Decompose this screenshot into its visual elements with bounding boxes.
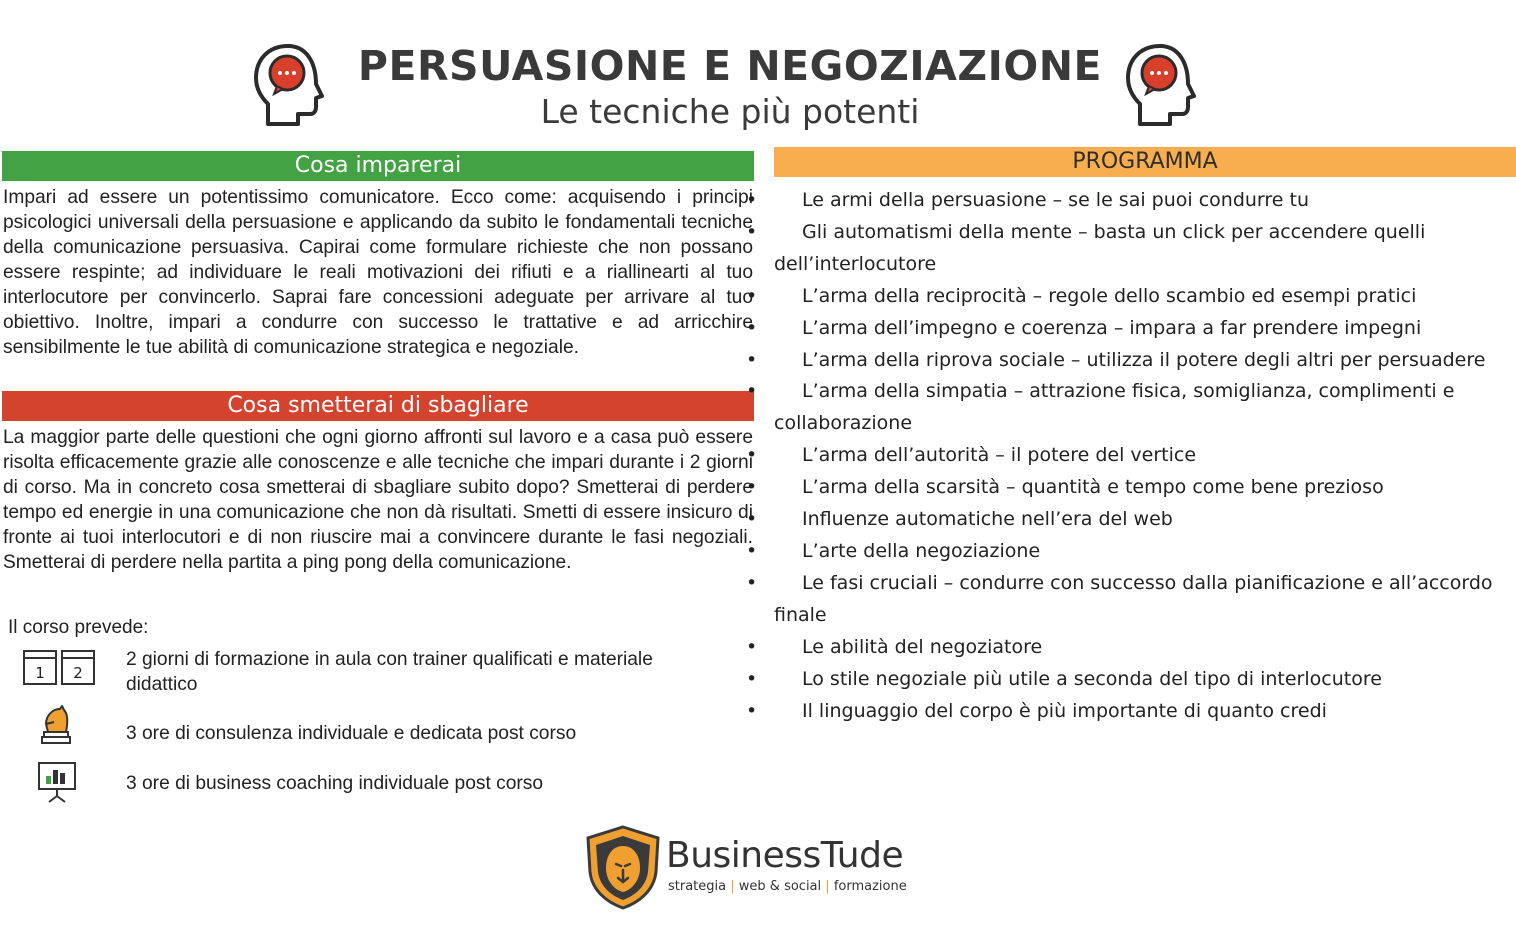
- program-item: • L’arma dell’impegno e coerenza – impara a far prendere impegni: [774, 313, 1514, 345]
- program-item: • Le abilità del negoziatore: [774, 632, 1514, 664]
- calendar-days-icon: [22, 648, 98, 688]
- calendar-day-2: 2: [73, 664, 83, 682]
- page-subtitle: Le tecniche più potenti: [540, 92, 920, 131]
- program-item: • L’arte della negoziazione: [774, 536, 1514, 568]
- learn-text: Impari ad essere un potentissimo comunicatore. Ecco come: acquisendo i principi psicologici universali della persuasione e applicando da subito le fondamentali tecniche della comunicazione persuasiva. Capirai come formulare richieste che non possano essere respinte; ad individuare le reali motivazioni dei rifiuti e a riallinearti al tuo interlocutore per convincerlo. Saprai fare concessioni adeguate per arrivare al tuo obiettivo. Inoltre, impari a condurre con successo le trattative e ad arricchire sensibilmente le tue abilità di comunicazione strategica e negoziale.: [3, 187, 753, 358]
- brand-name: BusinessTude: [666, 835, 904, 876]
- program-item: • Le fasi cruciali – condurre con successo dalla pianificazione e all’accordo finale: [774, 568, 1514, 632]
- chess-knight-icon: [38, 704, 74, 746]
- program-heading: PROGRAMMA: [774, 147, 1516, 177]
- lion-shield-icon: [584, 824, 662, 910]
- program-item: • Lo stile negoziale più utile a seconda del tipo di interlocutore: [774, 664, 1514, 696]
- learn-heading: Cosa imparerai: [2, 151, 754, 181]
- include-item-coaching: 3 ore di business coaching individuale post corso: [126, 773, 544, 794]
- page-title: PERSUASIONE E NEGOZIAZIONE: [357, 42, 1103, 90]
- program-item: • Influenze automatiche nell’era del web: [774, 504, 1514, 536]
- presentation-chart-icon: [36, 760, 78, 804]
- program-list: [774, 185, 1514, 727]
- program-item: • L’arma dell’autorità – il potere del vertice: [774, 440, 1514, 472]
- program-item: • Il linguaggio del corpo è più importante di quanto credi: [774, 696, 1514, 728]
- stop-text: La maggior parte delle questioni che ogni giorno affronti sul lavoro e a casa può essere risolta efficacemente grazie alle conoscenze e alle tecniche che impari durante i 2 giorni di corso. Ma in concreto cosa smetterai di sbagliare subito dopo? Smetterai di perdere tempo ed energie in una comunicazione che non dà risultati. Smetti di essere insicuro di fronte ai tuoi interlocutori e di non riuscire mai a convincere durante le fasi negoziali. Smetterai di perdere nella partita a ping pong della comunicazione.: [3, 427, 753, 573]
- program-item: • L’arma della reciprocità – regole dello scambio ed esempi pratici: [774, 281, 1514, 313]
- calendar-day-1: 1: [35, 664, 45, 682]
- program-item: • Gli automatismi della mente – basta un click per accendere quelli dell’interlocutore: [774, 217, 1514, 281]
- program-item: • Le armi della persuasione – se le sai puoi condurre tu: [774, 185, 1514, 217]
- brand-tagline: strategia | web & social | formazione: [668, 879, 907, 894]
- program-item: • L’arma della simpatia – attrazione fisica, somiglianza, complimenti e collaborazione: [774, 376, 1514, 440]
- stop-heading: Cosa smetterai di sbagliare: [2, 391, 754, 421]
- includes-label: Il corso prevede:: [8, 617, 149, 638]
- include-item-consulting: 3 ore di consulenza individuale e dedicata post corso: [126, 723, 577, 744]
- program-item: • L’arma della scarsità – quantità e tempo come bene prezioso: [774, 472, 1514, 504]
- program-item: • L’arma della riprova sociale – utilizza il potere degli altri per persuadere: [774, 345, 1514, 377]
- include-item-classroom: 2 giorni di formazione in aula con trainer qualificati e materiale didattico: [126, 649, 653, 695]
